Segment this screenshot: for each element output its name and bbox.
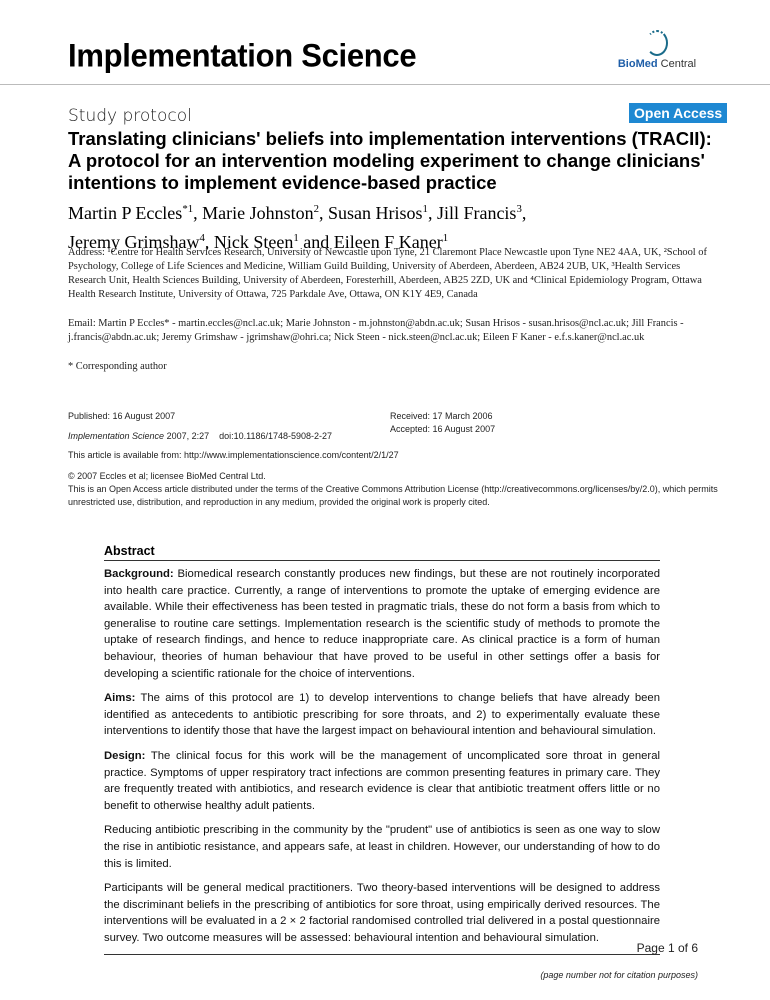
author-separator: ,	[427, 203, 437, 223]
abstract-paragraph-text: Reducing antibiotic prescribing in the community by the "prudent" use of antibiotics is seen as one way to slow the rise in antibiotic resistance, and appears safe, at least in children. However, our understanding of how to do this is limited.	[104, 824, 660, 870]
author-separator: ,	[319, 203, 329, 223]
author: Martin P Eccles	[68, 203, 183, 223]
author-affiliation: 2	[313, 203, 320, 215]
received-date: Received: 17 March 2006	[390, 411, 493, 421]
author-separator: ,	[521, 203, 531, 223]
author-separator: and	[298, 232, 334, 252]
availability-url[interactable]: This article is available from: http://www.implementationscience.com/content/2/1/27	[68, 450, 399, 460]
license-text-post: ), which permits unrestricted use, distribution, and reproduction in any medium, provided the original work is properly cited.	[68, 484, 718, 507]
license-text-pre: This is an Open Access article distributed under the terms of the Creative Commons Attribution License (	[68, 484, 485, 494]
abstract-section-label: Background:	[104, 568, 174, 580]
accepted-date: Accepted: 16 August 2007	[390, 424, 496, 434]
citation-journal: Implementation Science	[68, 431, 165, 441]
publisher-rest: Central	[660, 58, 697, 70]
author-emails: Email: Martin P Eccles* - martin.eccles@ncl.ac.uk; Marie Johnston - m.johnston@abdn.ac.uk; Susan Hrisos - susan.hrisos@ncl.ac.uk; Jill Francis - j.francis@abdn.ac.uk; Jeremy Grimshaw - jgrimshaw@ohri.ca; Nick Steen - nick.steen@ncl.ac.uk; Eileen F Kaner - e.f.s.kaner@ncl.ac.uk	[68, 318, 684, 343]
article-title: Translating clinicians' beliefs into implementation interventions (TRACII): A protocol for an intervention modeling experiment to change clinicians' intentions to implement evidence-based practice	[68, 128, 712, 193]
abstract-paragraph-text: The clinical focus for this work will be the management of uncomplicated sore throat in general practice. Symptoms of upper respiratory tract infections are common presenting features in primary care. They are frequently treated with antibiotics, and research evidence is clear that antibiotic treatment offers little or no benefit to otherwise healthy adult patients.	[104, 749, 660, 812]
abstract-section-label: Aims:	[104, 692, 136, 705]
copyright: © 2007 Eccles et al; licensee BioMed Central Ltd.	[68, 471, 266, 481]
publisher-bold: BioMed	[617, 58, 658, 70]
abstract-bottom-rule	[104, 954, 660, 955]
citation	[68, 430, 332, 443]
abstract-paragraph-text: The aims of this protocol are 1) to develop interventions to change beliefs that have already been identified as antecedents to antibiotic prescribing for sore throats, and 2) to experimentally evaluate these interventions to identify those that have the largest impact on behavioural intention and behavioural simulation.	[104, 692, 660, 738]
author: Nick Steen	[213, 232, 294, 252]
page-number-note: (page number not for citation purposes)	[540, 970, 698, 980]
author-addresses: Address: ¹Centre for Health Services Research, University of Newcastle upon Tyne, 21 Claremont Place Newcastle upon Tyne NE2 4AA, UK, ²School of Psychology, College of Life Sciences and Medicine, William Guild Building, University of Aberdeen, Aberdeen, AB24 2UB, UK, ³Health Services Research Unit, Health Sciences Building, University of Aberdeen, Foresterhill, Aberdeen, AB25 2ZD, UK and ⁴Clinical Epidemiology Program, Ottawa Health Research Institute, University of Ottawa, 725 Parkdale Ave, Ottawa, ON K1Y 4E9, Canada	[68, 247, 707, 300]
open-access-badge: Open Access	[629, 103, 727, 123]
biomed-central-logo[interactable]	[612, 30, 702, 70]
published-date: Published: 16 August 2007	[68, 411, 176, 421]
abstract-section-label: Design:	[104, 749, 146, 762]
abstract-paragraph	[104, 748, 660, 814]
abstract-heading: Abstract	[104, 544, 660, 561]
received-accepted	[390, 410, 495, 436]
author-affiliation: 1	[422, 203, 428, 215]
author-affiliation: 1	[442, 232, 449, 244]
author-affiliation: *1	[182, 203, 194, 215]
author: Marie Johnston	[202, 203, 314, 223]
author: Eileen F Kaner	[333, 232, 443, 252]
article-type: Study protocol	[68, 106, 192, 126]
abstract-paragraph	[104, 880, 660, 946]
abstract-paragraph-text: Biomedical research constantly produces new findings, but these are not routinely incorporated into health care practice. Currently, a range of interventions to promote the uptake of emerging evidence are available. While their effectiveness has been tested in pragmatic trials, these do not form a basis from which to generalise to routine care settings. Implementation research is the scientific study of methods to promote the uptake of research findings, and hence to reduce inappropriate care. As clinical practice is a form of human behaviour, theories of human behaviour that have proved to be useful in other settings offer a basis for developing a scientific rationale for the choice of interventions.	[104, 568, 660, 680]
author-affiliation: 1	[293, 232, 299, 244]
author-affiliation: 3	[516, 203, 522, 215]
author: Susan Hrisos	[328, 203, 423, 223]
abstract-paragraph-text: Participants will be general medical practitioners. Two theory-based interventions will be designed to address the discriminant beliefs in the prescribing of antibiotics for sore throat, using empirically derived resources. The interventions will be evaluated in a 2 × 2 factorial randomised controlled trial delivered in a postal questionnaire survey. Two outcome measures will be assessed: behavioural intention and behavioural simulation.	[104, 882, 660, 944]
abstract-body	[104, 566, 660, 946]
corresponding-author-note: * Corresponding author	[68, 361, 167, 372]
author: Jill Francis	[436, 203, 517, 223]
author-affiliation: 4	[199, 232, 205, 244]
author-separator: ,	[204, 232, 214, 252]
header-divider	[0, 84, 770, 85]
biomed-logo-icon	[646, 30, 668, 56]
copyright-license	[68, 470, 718, 509]
page-number: Page 1 of 6	[636, 941, 698, 955]
abstract-paragraph	[104, 566, 660, 682]
journal-title: Implementation Science	[68, 37, 417, 74]
license-link[interactable]: http://creativecommons.org/licenses/by/2.0	[484, 484, 655, 494]
citation-details: 2007, 2:27 doi:10.1186/1748-5908-2-27	[164, 431, 333, 441]
abstract	[104, 544, 660, 955]
abstract-paragraph	[104, 822, 660, 872]
author: Jeremy Grimshaw	[68, 232, 200, 252]
abstract-paragraph	[104, 690, 660, 740]
author-separator: ,	[193, 203, 203, 223]
